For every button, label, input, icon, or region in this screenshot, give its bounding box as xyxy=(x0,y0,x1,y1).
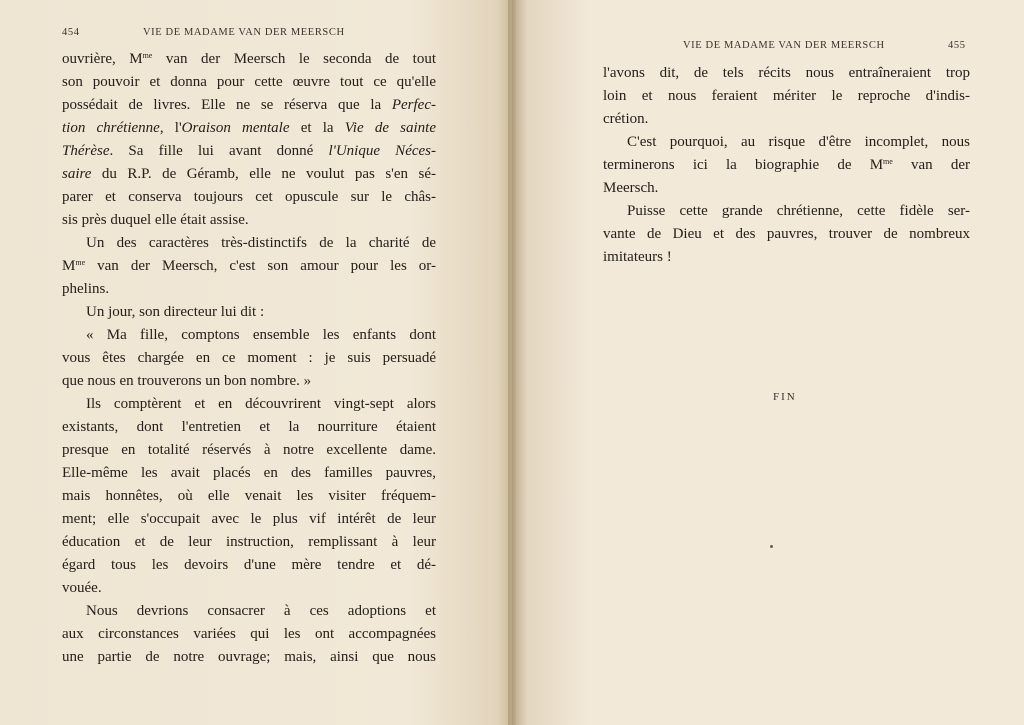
text-line: Puisse cette grande chrétienne, cette fidèle ser- xyxy=(627,203,970,219)
text-line: ouvrière, $M^{me}$ van der Meersch le seconda de tout xyxy=(62,51,436,67)
text-line: Meersch. xyxy=(603,180,659,196)
text-line: presque en totalité réservés à notre excellente dame. xyxy=(62,442,436,458)
text-line: sis près duquel elle était assise. xyxy=(62,212,249,228)
left-body-text xyxy=(62,48,436,669)
text-line: mais honnêtes, où elle venait les visiter fréquem- xyxy=(62,488,436,504)
text-line: que nous en trouverons un bon nombre. » xyxy=(62,373,312,389)
text-line: vante de Dieu et des pauvres, trouver de nombreux xyxy=(603,226,970,242)
text-line: imitateurs ! xyxy=(603,249,672,265)
text-line: vous êtes chargée en ce moment : je suis persuadé xyxy=(62,350,436,366)
left-running-head: VIE DE MADAME VAN DER MEERSCH xyxy=(143,27,345,38)
text-line: $M^{me}$ van der Meersch, c'est son amour pour les or- xyxy=(62,258,436,274)
right-running-head: VIE DE MADAME VAN DER MEERSCH xyxy=(683,40,885,51)
left-page-number: 454 xyxy=(62,27,80,38)
text-line: loin et nous feraient mériter le reproche d'indis- xyxy=(603,88,970,104)
text-line: crétion. xyxy=(603,111,649,127)
right-body-text xyxy=(603,62,970,269)
text-line: ment; elle s'occupait avec le plus vif intérêt de leur xyxy=(62,511,436,527)
text-line: vouée. xyxy=(62,580,102,596)
paper-speck xyxy=(770,545,773,548)
text-line: Nous devrions consacrer à ces adoptions et xyxy=(86,603,436,619)
text-line: Thérèse. Sa fille lui avant donné l'Unique Néces- xyxy=(62,143,436,159)
text-line: saire du R.P. de Géramb, elle ne voulut pas s'en sé- xyxy=(62,166,436,182)
text-line: Un jour, son directeur lui dit : xyxy=(86,304,265,320)
right-page-number: 455 xyxy=(948,40,966,51)
text-line: une partie de notre ouvrage; mais, ainsi que nous xyxy=(62,649,436,665)
text-line: tion chrétienne, l'Oraison mentale et la Vie de sainte xyxy=(62,120,436,136)
text-line: terminerons ici la biographie de $M^{me}$ van der xyxy=(603,157,970,173)
text-line: Un des caractères très-distinctifs de la charité de xyxy=(86,235,436,251)
text-line: aux circonstances variées qui les ont accompagnées xyxy=(62,626,436,642)
text-line: Elle-même les avait placés en des familles pauvres, xyxy=(62,465,436,481)
text-line: « Ma fille, comptons ensemble les enfants dont xyxy=(86,327,436,343)
text-line: l'avons dit, de tels récits nous entraîneraient trop xyxy=(603,65,970,81)
text-line: C'est pourquoi, au risque d'être incomplet, nous xyxy=(627,134,970,150)
gutter-shadow xyxy=(508,0,516,725)
text-line: son pouvoir et donna pour cette œuvre tout ce qu'elle xyxy=(62,74,436,90)
end-mark: FIN xyxy=(773,391,797,403)
text-line: Ils comptèrent et en découvrirent vingt-sept alors xyxy=(86,396,436,412)
text-line: égard tous les devoirs d'une mère tendre et dé- xyxy=(62,557,436,573)
text-line: phelins. xyxy=(62,281,110,297)
text-line: parer et conserva toujours cet opuscule sur le châs- xyxy=(62,189,436,205)
text-line: existants, dont l'entretien et la nourriture étaient xyxy=(62,419,436,435)
text-line: éducation et de leur instruction, remplissant à leur xyxy=(62,534,436,550)
right-page xyxy=(512,0,1024,725)
text-line: possédait de livres. Elle ne se réserva que la Perfec- xyxy=(62,97,436,113)
